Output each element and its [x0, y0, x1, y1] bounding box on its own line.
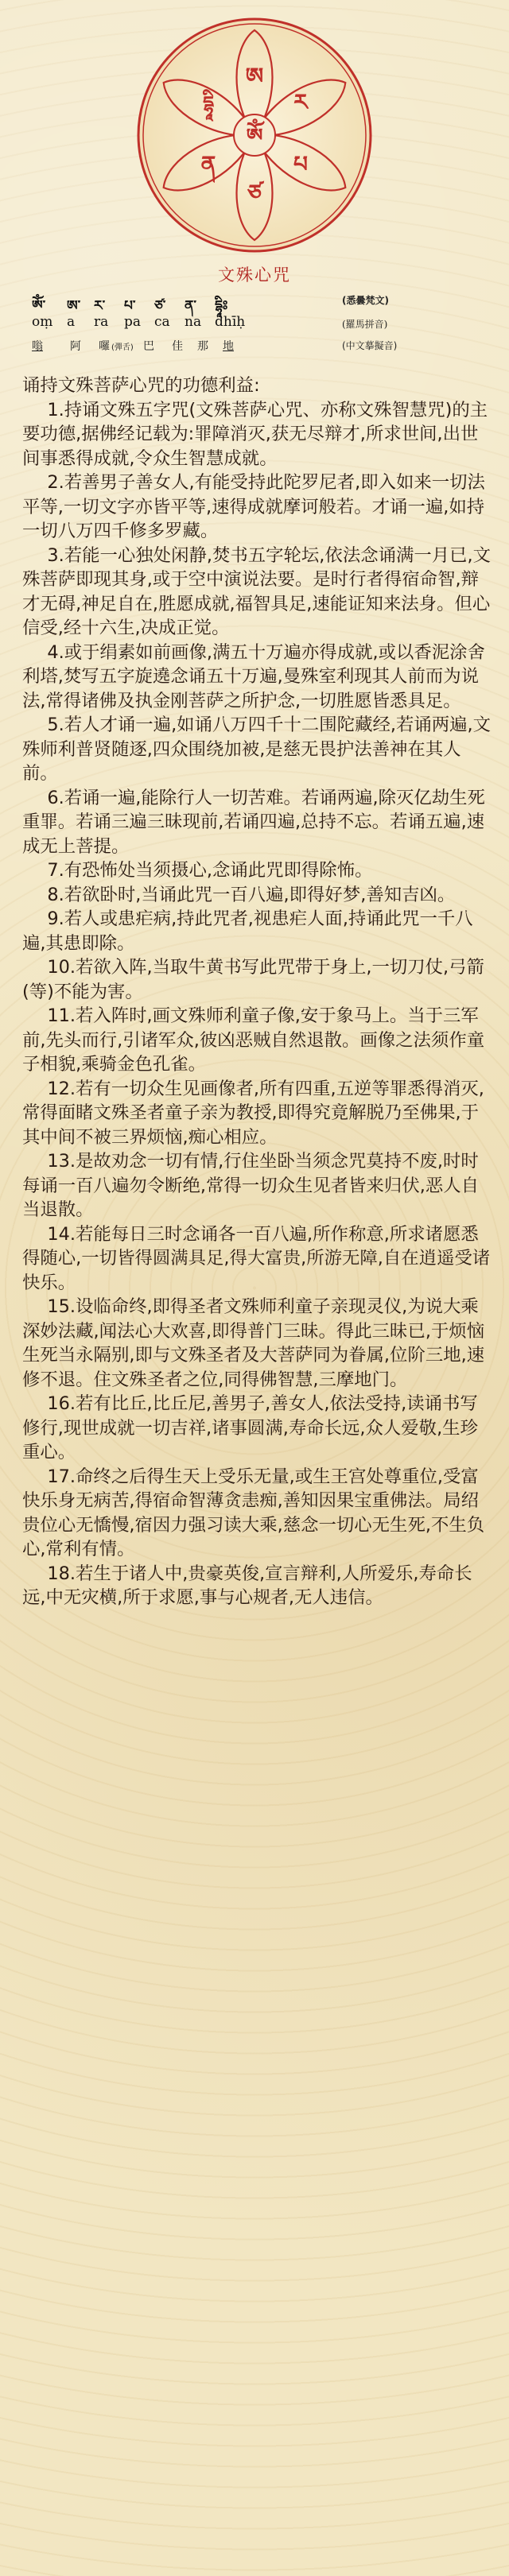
- chinese-syllable: 囉: [99, 340, 110, 353]
- chinese-syllable: 阿: [70, 340, 81, 353]
- tibetan-syllable: ཙ་: [154, 298, 166, 314]
- mantra-chinese-row: [32, 338, 493, 358]
- merit-paragraph: 16.若有比丘,比丘尼,善男子,善女人,依法受持,读诵书写修行,现世成就一切吉祥,诸事圆满,寿命长远,众人爱敬,生珍重心。: [22, 1393, 478, 1462]
- romanized-syllable: ra: [94, 314, 109, 330]
- mandala-petal-syllable: ར: [293, 89, 308, 115]
- chinese-syllable: 佳: [172, 340, 183, 353]
- romanized-syllable: dhīḥ: [215, 314, 246, 330]
- merit-paragraph: 5.若人才诵一遍,如诵八万四千十二围陀藏经,若诵两遍,文殊师利普贤随逐,四众围绕加被,是慈无畏护法善神在其人前。: [22, 715, 492, 784]
- mantra-tibetan-row: [32, 290, 493, 314]
- merit-paragraph: 6.若诵一遍,能除行人一切苦难。若诵两遍,除灭亿劫生死重罪。若诵三遍三昧现前,若诵四遍,总持不忘。若诵五遍,速成无上菩提。: [22, 787, 485, 857]
- merits-intro: 诵持文殊菩萨心咒的功德利益:: [22, 375, 260, 396]
- tibetan-note: (悉曇梵文): [342, 295, 389, 306]
- merit-paragraph: 12.若有一切众生见画像者,所有四重,五逆等罪悉得消灭,常得面睹文殊圣者童子亲为教授,即得究竟解脱乃至佛果,于其中间不被三界烦恼,痴心相应。: [22, 1078, 484, 1148]
- merit-paragraph: 11.若入阵时,画文殊师利童子像,安于象马上。当于三军前,先头而行,引诸军众,彼凶恶贼自然退散。画像之法须作童子相貌,乘骑金色孔雀。: [22, 1005, 485, 1075]
- merit-paragraph: 15.设临命终,即得圣者文殊师利童子亲现灵仪,为说大乘深妙法藏,闻法心大欢喜,即得普门三昧。得此三昧已,于烦恼生死当永隔别,即与文殊圣者及大菩萨同为眷属,位阶三地,速修不退。住文殊圣者之位,同得佛智慧,三摩地门。: [22, 1296, 485, 1390]
- tibetan-syllable: ར་: [94, 298, 106, 314]
- merits-text: [22, 374, 492, 1610]
- romanized-syllable: oṃ: [32, 314, 53, 330]
- header: [0, 0, 509, 353]
- romanized-syllable: a: [67, 314, 76, 330]
- tibetan-syllable: ཨོཾ་: [32, 298, 46, 314]
- merit-paragraph: 7.有恐怖处当须摄心,念诵此咒即得除怖。: [47, 860, 373, 881]
- tibetan-syllable: པ་: [124, 298, 136, 314]
- merit-paragraph: 10.若欲入阵,当取牛黄书写此咒带于身上,一切刀仗,弓箭(等)不能为害。: [22, 957, 484, 1002]
- romanized-note: (羅馬拼音): [342, 319, 388, 330]
- romanized-syllable: pa: [124, 314, 142, 330]
- tibetan-syllable: ཨ་: [67, 298, 81, 314]
- chinese-syllable-note: (彈舌): [111, 343, 134, 352]
- page-title: 文殊心咒: [218, 265, 291, 285]
- merit-paragraph: 13.是故劝念一切有情,行住坐卧当须念咒莫持不废,时时每诵一百八遍勿令断绝,常得一切众生见者皆来归伏,恶人自当退散。: [22, 1151, 479, 1220]
- merit-paragraph: 3.若能一心独处闲静,焚书五字轮坛,依法念诵满一月已,文殊菩萨即现其身,或于空中演说法要。是时行者得宿命智,辩才无碍,神足自在,胜愿成就,福智具足,速能证知来法身。但心信受,经十六生,决成正觉。: [22, 544, 492, 638]
- chinese-syllable: 那: [197, 340, 208, 353]
- mandala-petal-syllable: པ: [293, 151, 308, 177]
- chinese-syllable: 巴: [143, 340, 154, 353]
- merit-paragraph: 18.若生于诸人中,贵豪英俊,宣言辩利,人所爱乐,寿命长远,中无灾横,所于求愿,事与心规者,无人违信。: [22, 1563, 472, 1608]
- merit-paragraph: 2.若善男子善女人,有能受持此陀罗尼者,即入如来一切法平等,一切文字亦皆平等,速得成就摩诃般若。才诵一遍,如持一切八万四千修多罗藏。: [22, 472, 485, 541]
- chinese-syllable: 地: [223, 340, 234, 353]
- mandala-petal-syllable: ཨ: [245, 63, 264, 89]
- merit-paragraph: 9.若人或患疟病,持此咒者,视患疟人面,持诵此咒一千八遍,其患即除。: [22, 908, 473, 954]
- tibetan-syllable: དྷཱིཿ: [215, 298, 228, 314]
- tibetan-syllable: ན་: [185, 298, 196, 314]
- merit-paragraph: 4.或于绢素如前画像,满五十万遍亦得成就,或以香泥涂舍利塔,焚写五字旋遶念诵五十万遍,曼殊室利现其人前而为说法,常得诸佛及执金刚菩萨之所护念,一切胜愿皆悉具足。: [22, 641, 485, 711]
- mantra-romanized-row: [32, 314, 493, 335]
- mandala-petal-syllable: ན: [200, 151, 216, 177]
- mandala-emblem: [135, 16, 374, 254]
- romanized-syllable: na: [185, 314, 202, 330]
- merit-paragraph: 8.若欲卧时,当诵此咒一百八遍,即得好梦,善知吉凶。: [47, 884, 456, 905]
- merit-paragraph: 1.持诵文殊五字咒(文殊菩萨心咒、亦称文殊智慧咒)的主要功德,据佛经记载为:罪障消灭,获无尽辩才,所求世间,出世间事悉得成就,令众生智慧成就。: [22, 399, 488, 469]
- mandala-petal-syllable: ཙ: [247, 180, 262, 206]
- romanized-syllable: ca: [154, 314, 170, 330]
- merit-paragraph: 17.命终之后得生天上受乐无量,或生王宫处尊重位,受富快乐身无病苦,得宿命智薄贪恚痴,善知因果宝重佛法。局绍贵位心无憍慢,宿因力强习读大乘,慈念一切心无生死,不生负心,常利有情。: [22, 1466, 485, 1559]
- merit-paragraph: 14.若能每日三时念诵各一百八遍,所作称意,所求诸愿悉得随心,一切皆得圆满具足,得大富贵,所游无障,自在逍遥受诸快乐。: [22, 1223, 491, 1293]
- chinese-syllable: 嗡: [32, 340, 43, 353]
- mandala-center-syllable: ཨོཾ: [246, 125, 263, 149]
- mandala-petal-syllable: དྷཱི: [203, 92, 214, 114]
- chinese-note: (中文摹擬音): [342, 340, 398, 351]
